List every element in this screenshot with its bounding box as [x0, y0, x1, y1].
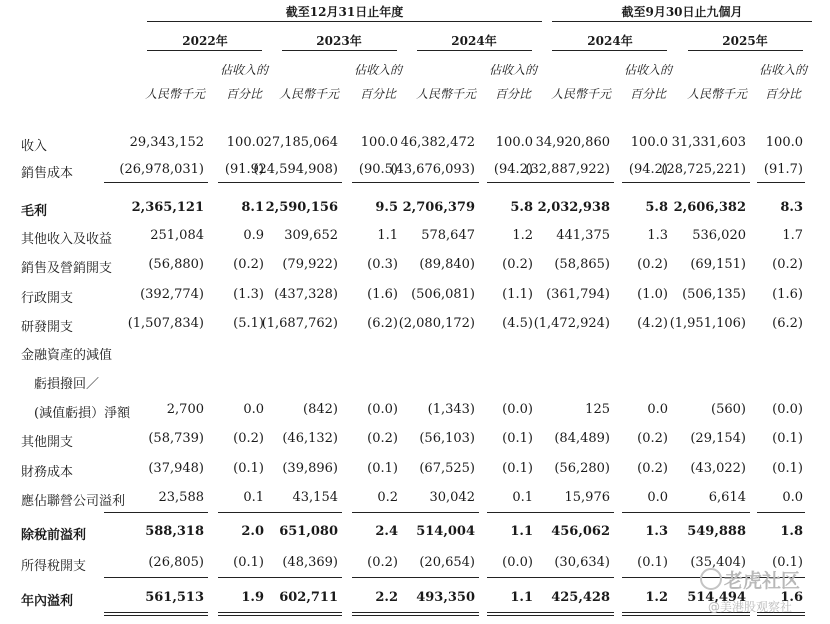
cell-amount: 30,042 — [429, 490, 475, 505]
cell-amount: (67,525) — [419, 461, 475, 476]
total-double-rule — [238, 612, 342, 613]
total-double-rule — [757, 615, 805, 616]
col-header-pct-line1: 佔收入的 — [489, 63, 538, 77]
cell-amount: (43,676,093) — [390, 162, 475, 177]
col-header-pct-line2: 百分比 — [359, 87, 396, 101]
cell-percentage: 5.8 — [645, 200, 668, 215]
subtotal-rule — [104, 182, 208, 183]
cell-percentage: 1.9 — [241, 590, 264, 605]
subtotal-rule — [238, 182, 342, 183]
cell-percentage: 2.0 — [241, 524, 264, 539]
cell-amount: 456,062 — [551, 524, 610, 539]
row-label: 應佔聯營公司溢利 — [21, 494, 126, 509]
cell-percentage: 2.4 — [375, 524, 398, 539]
row-label: 除稅前溢利 — [21, 528, 87, 543]
cell-amount: (48,369) — [282, 555, 338, 570]
year-header-rule-0 — [147, 50, 262, 51]
row-label: 其他開支 — [21, 435, 74, 450]
total-double-rule — [238, 615, 342, 616]
cell-percentage: (91.9) — [224, 162, 264, 177]
row-label: 虧損撥回／ — [34, 377, 100, 392]
cell-percentage: (0.1) — [233, 461, 264, 476]
subtotal-rule — [510, 512, 614, 513]
row-label: 銷售成本 — [21, 166, 74, 181]
cell-percentage: (1.3) — [233, 287, 264, 302]
col-header-pct-line1: 佔收入的 — [220, 63, 269, 77]
cell-percentage: 1.7 — [782, 228, 803, 243]
cell-amount: (89,840) — [419, 257, 475, 272]
cell-amount: (26,978,031) — [119, 162, 204, 177]
cell-amount: (46,132) — [282, 431, 338, 446]
subtotal-rule — [510, 182, 614, 183]
row-label: 所得稅開支 — [21, 559, 87, 574]
cell-percentage: 100.0 — [495, 135, 533, 150]
cell-percentage: (1.0) — [637, 287, 668, 302]
col-header-pct-4 — [759, 62, 807, 102]
subtotal-rule — [238, 577, 342, 578]
col-header-pct-3 — [624, 62, 672, 102]
col-header-pct-2 — [489, 62, 537, 102]
cell-amount: (361,794) — [546, 287, 610, 302]
cell-percentage: (0.0) — [502, 402, 533, 417]
cell-percentage: (90.5) — [358, 162, 398, 177]
cell-percentage: (0.2) — [233, 257, 264, 272]
col-header-pct-line2: 百分比 — [494, 87, 531, 101]
cell-amount: (1,687,762) — [261, 316, 338, 331]
col-header-amount-0: 人民幣千元 — [144, 87, 205, 101]
cell-amount: 23,588 — [158, 490, 204, 505]
cell-amount: (506,135) — [682, 287, 746, 302]
cell-percentage: (0.2) — [367, 431, 398, 446]
subtotal-rule — [104, 512, 208, 513]
year-header-2: 2024年 — [451, 34, 497, 48]
cell-amount: 2,606,382 — [673, 200, 746, 215]
cell-amount: 43,154 — [292, 490, 338, 505]
row-label: 銷售及營銷開支 — [21, 261, 113, 276]
cell-percentage: 1.2 — [645, 590, 668, 605]
cell-amount: 125 — [585, 402, 610, 417]
cell-percentage: (0.1) — [233, 555, 264, 570]
cell-percentage: (6.2) — [772, 316, 803, 331]
cell-percentage: (0.1) — [772, 555, 803, 570]
subtotal-rule — [375, 512, 479, 513]
col-header-pct-line2: 百分比 — [764, 87, 801, 101]
total-double-rule — [510, 615, 614, 616]
row-label: 金融資產的減值 — [21, 348, 113, 363]
year-header-3: 2024年 — [587, 34, 633, 48]
cell-amount: 578,647 — [421, 228, 475, 243]
row-label: 財務成本 — [21, 465, 74, 480]
watermark-logo-icon — [700, 568, 722, 590]
cell-percentage: (0.1) — [772, 461, 803, 476]
cell-amount: 27,185,064 — [263, 135, 338, 150]
cell-amount: 2,590,156 — [265, 200, 338, 215]
cell-percentage: 1.6 — [780, 590, 803, 605]
col-header-pct-line1: 佔收入的 — [624, 63, 673, 77]
cell-percentage: 2.2 — [375, 590, 398, 605]
cell-percentage: (94.2) — [628, 162, 668, 177]
cell-percentage: (0.2) — [367, 555, 398, 570]
cell-amount: 2,365,121 — [131, 200, 204, 215]
cell-amount: (1,951,106) — [669, 316, 746, 331]
cell-amount: (56,103) — [419, 431, 475, 446]
subtotal-rule — [757, 512, 805, 513]
cell-percentage: 1.1 — [510, 590, 533, 605]
cell-amount: (1,507,834) — [127, 316, 204, 331]
cell-percentage: 8.1 — [241, 200, 264, 215]
col-header-pct-line1: 佔收入的 — [354, 63, 403, 77]
cell-amount: (20,654) — [419, 555, 475, 570]
total-double-rule — [375, 615, 479, 616]
cell-amount: 34,920,860 — [535, 135, 610, 150]
cell-amount: 514,494 — [687, 590, 746, 605]
cell-amount: (56,880) — [148, 257, 204, 272]
cell-amount: (43,022) — [690, 461, 746, 476]
cell-amount: (56,280) — [554, 461, 610, 476]
cell-amount: 514,004 — [416, 524, 475, 539]
cell-amount: (560) — [711, 402, 746, 417]
cell-amount: (29,154) — [690, 431, 746, 446]
cell-percentage: (6.2) — [367, 316, 398, 331]
cell-percentage: 9.5 — [375, 200, 398, 215]
subtotal-rule — [375, 182, 479, 183]
col-header-amount-3: 人民幣千元 — [550, 87, 611, 101]
year-header-1: 2023年 — [316, 34, 362, 48]
cell-percentage: 1.2 — [512, 228, 533, 243]
cell-percentage: 1.3 — [647, 228, 668, 243]
cell-percentage: (0.0) — [772, 402, 803, 417]
group-header-nine-months-rule — [552, 21, 812, 22]
group-header-year-end-rule — [147, 21, 542, 22]
cell-amount: (1,472,924) — [533, 316, 610, 331]
cell-amount: (58,865) — [554, 257, 610, 272]
cell-percentage: 100.0 — [360, 135, 398, 150]
year-header-4: 2025年 — [722, 34, 768, 48]
cell-percentage: 8.3 — [780, 200, 803, 215]
cell-amount: (392,774) — [140, 287, 204, 302]
cell-amount: 29,343,152 — [129, 135, 204, 150]
cell-amount: 251,084 — [150, 228, 204, 243]
col-header-amount-4: 人民幣千元 — [686, 87, 747, 101]
subtotal-rule — [104, 577, 208, 578]
col-header-pct-1 — [354, 62, 402, 102]
total-double-rule — [104, 612, 208, 613]
cell-percentage: (0.1) — [502, 431, 533, 446]
cell-percentage: 0.0 — [782, 490, 803, 505]
cell-amount: (84,489) — [554, 431, 610, 446]
cell-amount: 549,888 — [687, 524, 746, 539]
cell-percentage: 0.2 — [377, 490, 398, 505]
cell-percentage: 0.1 — [512, 490, 533, 505]
cell-amount: (506,081) — [411, 287, 475, 302]
cell-percentage: (0.2) — [637, 431, 668, 446]
col-header-pct-0 — [220, 62, 268, 102]
row-label: 年內溢利 — [21, 594, 74, 609]
cell-amount: (32,887,922) — [525, 162, 610, 177]
year-header-0: 2022年 — [182, 34, 228, 48]
cell-percentage: (0.2) — [637, 461, 668, 476]
cell-percentage: 0.9 — [243, 228, 264, 243]
cell-percentage: 100.0 — [226, 135, 264, 150]
col-header-amount-2: 人民幣千元 — [415, 87, 476, 101]
cell-amount: 561,513 — [145, 590, 204, 605]
cell-amount: (437,328) — [274, 287, 338, 302]
cell-amount: (37,948) — [148, 461, 204, 476]
cell-amount: (39,896) — [282, 461, 338, 476]
subtotal-rule — [238, 512, 342, 513]
total-double-rule — [510, 612, 614, 613]
year-header-rule-2 — [417, 50, 532, 51]
cell-amount: 15,976 — [564, 490, 610, 505]
cell-percentage: (91.7) — [763, 162, 803, 177]
cell-percentage: (1.1) — [502, 287, 533, 302]
cell-amount: 2,700 — [166, 402, 204, 417]
year-header-rule-3 — [552, 50, 667, 51]
cell-amount: 309,652 — [284, 228, 338, 243]
cell-amount: (30,634) — [554, 555, 610, 570]
row-label: 研發開支 — [21, 320, 74, 335]
cell-percentage: (4.5) — [502, 316, 533, 331]
col-header-pct-line2: 百分比 — [629, 87, 666, 101]
cell-amount: 588,318 — [145, 524, 204, 539]
total-double-rule — [646, 615, 750, 616]
cell-percentage: (0.0) — [502, 555, 533, 570]
cell-percentage: (0.1) — [502, 461, 533, 476]
cell-amount: 6,614 — [708, 490, 746, 505]
subtotal-rule — [646, 182, 750, 183]
cell-amount: 425,428 — [551, 590, 610, 605]
cell-amount: 536,020 — [692, 228, 746, 243]
cell-amount: (1,343) — [427, 402, 475, 417]
cell-amount: (79,922) — [282, 257, 338, 272]
cell-amount: 31,331,603 — [671, 135, 746, 150]
total-double-rule — [375, 612, 479, 613]
row-label: (減值虧損）淨額 — [34, 406, 131, 421]
cell-percentage: 0.1 — [243, 490, 264, 505]
subtotal-rule — [646, 512, 750, 513]
cell-percentage: (0.1) — [637, 555, 668, 570]
col-header-pct-line2: 百分比 — [225, 87, 262, 101]
group-header-year-end: 截至12月31日止年度 — [285, 5, 404, 19]
cell-percentage: 100.0 — [765, 135, 803, 150]
cell-percentage: 5.8 — [510, 200, 533, 215]
cell-percentage: 0.0 — [647, 402, 668, 417]
subtotal-rule — [757, 182, 805, 183]
year-header-rule-4 — [688, 50, 803, 51]
cell-percentage: (0.2) — [637, 257, 668, 272]
cell-amount: 2,706,379 — [402, 200, 475, 215]
cell-amount: (842) — [303, 402, 338, 417]
cell-amount: (58,739) — [148, 431, 204, 446]
cell-amount: 441,375 — [556, 228, 610, 243]
row-label: 毛利 — [21, 204, 48, 219]
watermark-title: 老虎社区 — [724, 570, 801, 592]
cell-percentage: (5.1) — [233, 316, 264, 331]
watermark-handle: @美港股观察社 — [708, 600, 793, 614]
cell-percentage: 1.3 — [645, 524, 668, 539]
year-header-rule-1 — [282, 50, 397, 51]
cell-percentage: (0.2) — [502, 257, 533, 272]
cell-amount: (28,725,221) — [661, 162, 746, 177]
cell-amount: (26,805) — [148, 555, 204, 570]
row-label: 行政開支 — [21, 291, 74, 306]
cell-amount: 2,032,938 — [537, 200, 610, 215]
cell-amount: (35,404) — [690, 555, 746, 570]
cell-amount: 46,382,472 — [400, 135, 475, 150]
cell-amount: (69,151) — [690, 257, 746, 272]
cell-amount: 493,350 — [416, 590, 475, 605]
cell-percentage: (4.2) — [637, 316, 668, 331]
cell-percentage: (94.2) — [493, 162, 533, 177]
col-header-amount-1: 人民幣千元 — [278, 87, 339, 101]
cell-amount: (24,594,908) — [253, 162, 338, 177]
cell-percentage: (0.1) — [367, 461, 398, 476]
total-double-rule — [104, 615, 208, 616]
subtotal-rule — [375, 577, 479, 578]
group-header-nine-months: 截至9月30日止九個月 — [621, 5, 743, 19]
col-header-pct-line1: 佔收入的 — [759, 63, 808, 77]
cell-amount: (2,080,172) — [398, 316, 475, 331]
cell-percentage: (1.6) — [367, 287, 398, 302]
cell-percentage: 0.0 — [243, 402, 264, 417]
cell-percentage: (0.2) — [233, 431, 264, 446]
cell-percentage: 1.8 — [780, 524, 803, 539]
cell-percentage: (0.0) — [367, 402, 398, 417]
row-label: 收入 — [21, 139, 48, 154]
cell-amount: 602,711 — [279, 590, 338, 605]
cell-percentage: 1.1 — [377, 228, 398, 243]
cell-percentage: (0.1) — [772, 431, 803, 446]
subtotal-rule — [510, 577, 614, 578]
cell-percentage: (0.3) — [367, 257, 398, 272]
cell-percentage: 1.1 — [510, 524, 533, 539]
row-label: 其他收入及收益 — [21, 232, 113, 247]
cell-amount: 651,080 — [279, 524, 338, 539]
cell-percentage: 100.0 — [630, 135, 668, 150]
cell-percentage: (0.2) — [772, 257, 803, 272]
cell-percentage: 0.0 — [647, 490, 668, 505]
cell-percentage: (1.6) — [772, 287, 803, 302]
